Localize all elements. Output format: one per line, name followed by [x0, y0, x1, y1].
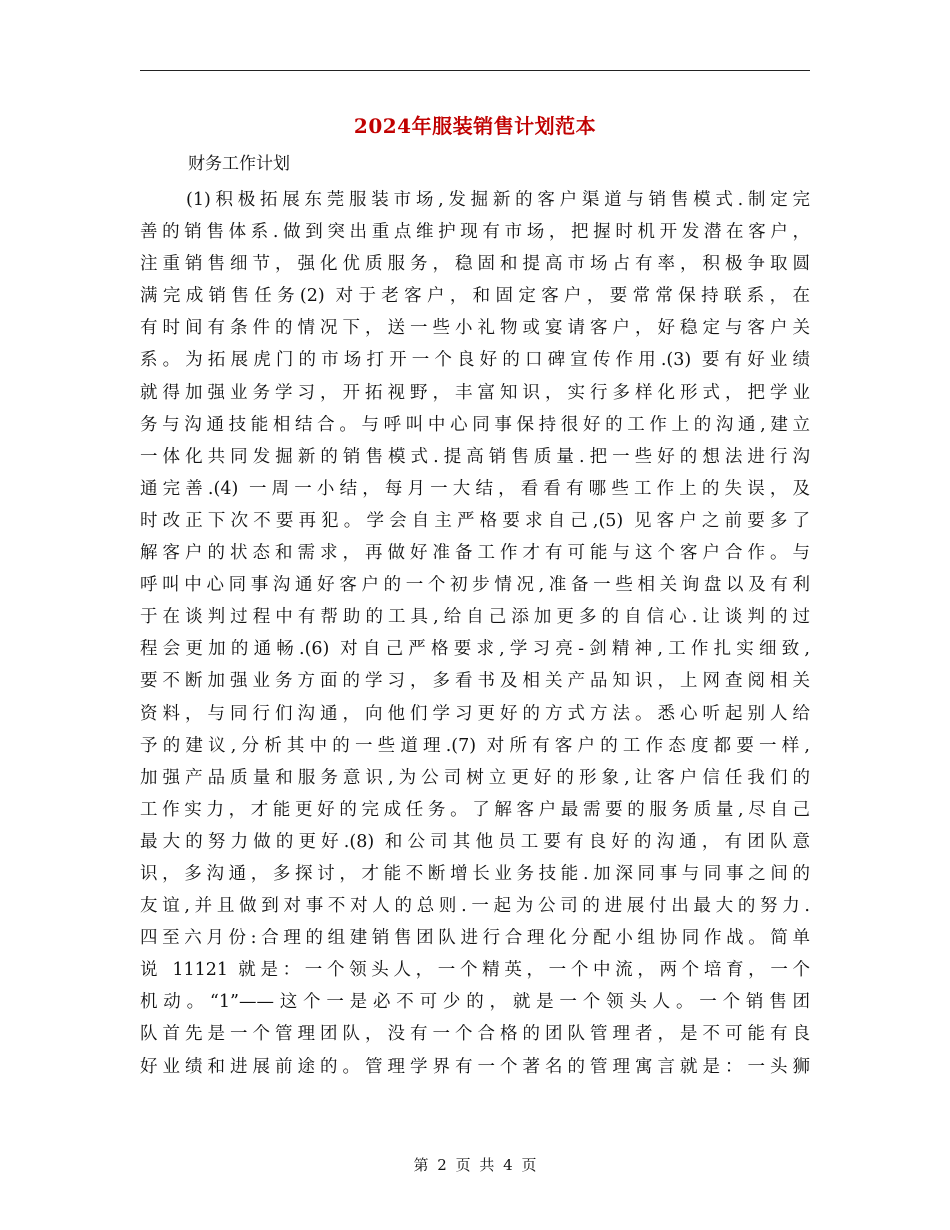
- text-line: (1)积极拓展东莞服装市场,发掘新的客户渠道与销售模式.制定完: [186, 190, 810, 210]
- text-line: 呼叫中心同事沟通好客户的一个初步情况,准备一些相关询盘以及有利: [140, 575, 810, 596]
- header-rule: [140, 70, 810, 71]
- text-line: 解客户的状态和需求，再做好准备工作才有可能与这个客户合作。与: [140, 543, 810, 564]
- section-heading: 财务工作计划: [188, 154, 290, 174]
- text-line: 一体化共同发掘新的销售模式.提高销售质量.把一些好的想法进行沟: [140, 446, 810, 467]
- text-line: 满完成销售任务(2) 对于老客户，和固定客户，要常常保持联系，在: [140, 286, 810, 307]
- text-line: 于在谈判过程中有帮助的工具,给自己添加更多的自信心.让谈判的过: [140, 607, 810, 628]
- text-line: 善的销售体系.做到突出重点维护现有市场，把握时机开发潜在客户，: [140, 222, 810, 243]
- text-line: 好业绩和进展前途的。管理学界有一个著名的管理寓言就是：一头狮: [140, 1056, 810, 1077]
- text-line: 加强产品质量和服务意识,为公司树立更好的形象,让客户信任我们的: [140, 767, 810, 788]
- text-line: 务与沟通技能相结合。与呼叫中心同事保持很好的工作上的沟通,建立: [140, 414, 810, 435]
- text-line: 友谊,并且做到对事不对人的总则.一起为公司的进展付出最大的努力.: [140, 896, 810, 917]
- text-line: 机动。“1”——这个一是必不可少的，就是一个领头人。一个销售团: [140, 992, 810, 1013]
- text-line: 四至六月份:合理的组建销售团队进行合理化分配小组协同作战。简单: [140, 928, 810, 949]
- text-line: 通完善.(4) 一周一小结，每月一大结，看看有哪些工作上的失误，及: [140, 478, 810, 499]
- text-line: 要不断加强业务方面的学习，多看书及相关产品知识，上网查阅相关: [140, 671, 810, 692]
- text-line: 识，多沟通，多探讨，才能不断增长业务技能.加深同事与同事之间的: [140, 863, 810, 884]
- text-line: 程会更加的通畅.(6) 对自己严格要求,学习亮-剑精神,工作扎实细致,: [140, 639, 810, 660]
- body-text: [140, 184, 810, 1083]
- text-line: 最大的努力做的更好.(8) 和公司其他员工要有良好的沟通，有团队意: [140, 831, 810, 852]
- text-line: 资料，与同行们沟通，向他们学习更好的方式方法。悉心听起别人给: [140, 703, 810, 724]
- text-line: 系。为拓展虎门的市场打开一个良好的口碑宣传作用.(3) 要有好业绩: [140, 350, 810, 371]
- text-line: 就得加强业务学习，开拓视野，丰富知识，实行多样化形式，把学业: [140, 382, 810, 403]
- text-line: 时改正下次不要再犯。学会自主严格要求自己,(5) 见客户之前要多了: [140, 510, 810, 531]
- text-line: 工作实力，才能更好的完成任务。了解客户最需要的服务质量,尽自己: [140, 799, 810, 820]
- text-line: 说 11121 就是：一个领头人，一个精英，一个中流，两个培育，一个: [140, 960, 810, 981]
- text-line: 有时间有条件的情况下，送一些小礼物或宴请客户，好稳定与客户关: [140, 318, 810, 339]
- page-number-footer: 第 2 页 共 4 页: [413, 1156, 537, 1174]
- document-title: 2024年服装销售计划范本: [353, 114, 597, 138]
- text-line: 注重销售细节，强化优质服务，稳固和提高市场占有率，积极争取圆: [140, 254, 810, 275]
- text-line: 队首先是一个管理团队，没有一个合格的团队管理者，是不可能有良: [140, 1024, 810, 1045]
- text-line: 予的建议,分析其中的一些道理.(7) 对所有客户的工作态度都要一样,: [140, 735, 810, 756]
